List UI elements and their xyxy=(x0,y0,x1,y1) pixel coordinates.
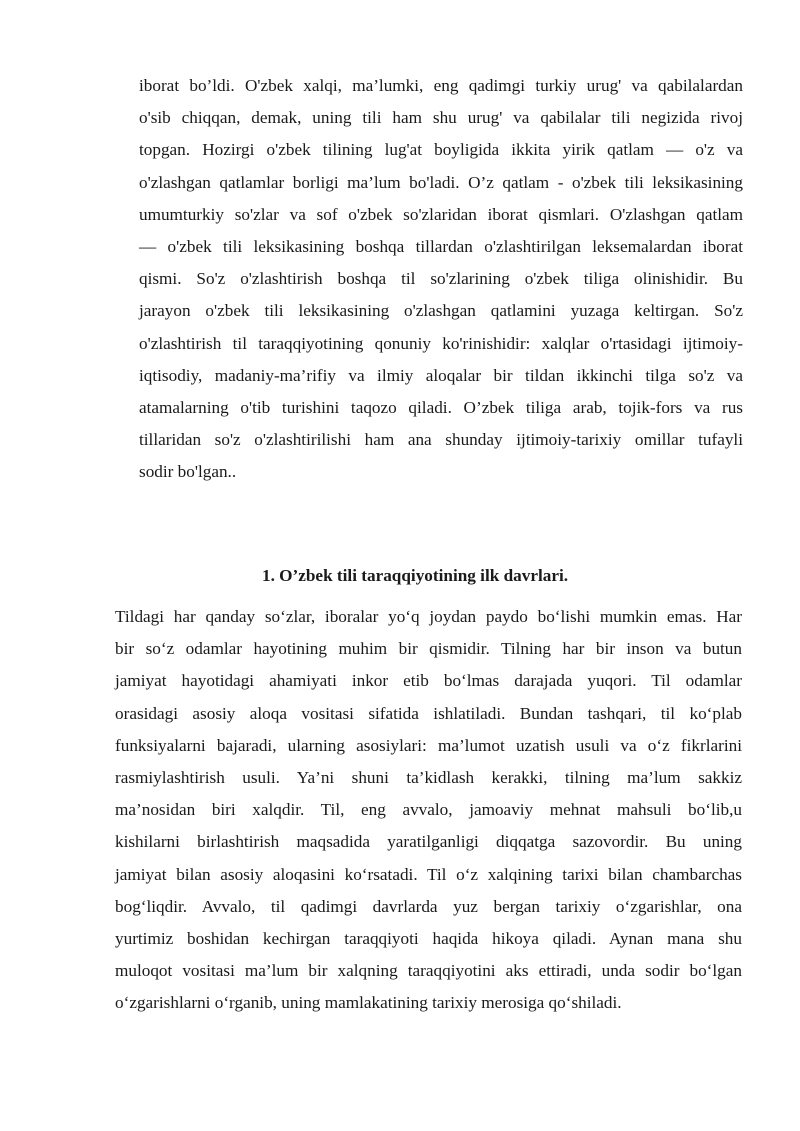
paragraph-line: jarayon o'zbek tili leksikasining o'zlashgan qatlamini yuzaga keltirgan. So'z xyxy=(139,301,743,321)
paragraph-line: tillaridan so'z o'zlashtirilishi ham ana shunday ijtimoiy-tarixiy omillar tufayli xyxy=(139,430,743,450)
paragraph-line: umumturkiy so'zlar va sof o'zbek so'zlaridan iborat qismlari. O'zlashgan qatlam xyxy=(139,204,743,224)
paragraph-line: kishilarni birlashtirish maqsadida yaratilganligi diqqatga sazovordir. Bu uning xyxy=(115,832,742,852)
paragraph-line: qismi. So'z o'zlashtirish boshqa til so'zlarining o'zbek tiliga olinishidir. Bu xyxy=(139,269,743,289)
paragraph-line: orasidagi asosiy aloqa vositasi sifatida ishlatiladi. Bundan tashqari, til ko‘plab xyxy=(115,703,742,723)
paragraph-line: rasmiylashtirish usuli. Ya’ni shuni ta’kidlash kerakki, tilning ma’lum sakkiz xyxy=(115,767,742,787)
paragraph-line: bir so‘z odamlar hayotining muhim bir qismidir. Tilning har bir inson va butun xyxy=(115,639,742,659)
paragraph-line: o'zlashtirish til taraqqiyotining qonuniy ko'rinishidir: xalqlar o'rtasidagi ijtimoiy- xyxy=(139,333,743,353)
intro-paragraph xyxy=(139,70,743,488)
paragraph-line: ma’nosidan biri xalqdir. Til, eng avvalo, jamoaviy mehnat mahsuli bo‘lib,u xyxy=(115,800,742,820)
paragraph-line: topgan. Hozirgi o'zbek tilining lug'at boyligida ikkita yirik qatlam — o'z va xyxy=(139,140,743,160)
paragraph-line: Tildagi har qanday so‘zlar, iboralar yo‘q joydan paydo bo‘lishi mumkin emas. Har xyxy=(115,607,742,626)
paragraph-line: jamiyat bilan asosiy aloqasini ko‘rsatadi. Til o‘z xalqining tarixi bilan chambarchas xyxy=(115,864,742,884)
paragraph-line: jamiyat hayotidagi ahamiyati inkor etib bo‘lmas darajada yuqori. Til odamlar xyxy=(115,671,742,691)
paragraph-line: o'sib chiqqan, demak, uning tili ham shu urug' va qabilalar tili negizida rivoj xyxy=(139,108,743,128)
paragraph-line: muloqot vositasi ma’lum bir xalqning taraqqiyotini aks ettiradi, unda sodir bo‘lgan xyxy=(115,961,742,981)
paragraph-line: o‘zgarishlarni o‘rganib, uning mamlakatining tarixiy merosiga qo‘shiladi. xyxy=(115,993,622,1013)
paragraph-line: o'zlashgan qatlamlar borligi ma’lum bo'ladi. O’z qatlam - o'zbek tili leksikasining xyxy=(139,172,743,192)
paragraph-line: bog‘liqdir. Avvalo, til qadimgi davrlarda yuz bergan tarixiy o‘zgarishlar, ona xyxy=(115,896,742,916)
paragraph-line: sodir bo'lgan.. xyxy=(139,462,237,482)
paragraph-line: iqtisodiy, madaniy-ma’rifiy va ilmiy aloqalar bir tildan ikkinchi tilga so'z va xyxy=(139,365,743,385)
paragraph-line: yurtimiz boshidan kechirgan taraqqiyoti haqida hikoya qiladi. Aynan mana shu xyxy=(115,928,742,948)
paragraph-line: atamalarning o'tib turishini taqozo qiladi. O’zbek tiliga arab, tojik-fors va rus xyxy=(139,397,743,417)
paragraph-line: iborat bo’ldi. O'zbek xalqi, ma’lumki, eng qadimgi turkiy urug' va qabilalardan xyxy=(139,76,743,95)
section-paragraph xyxy=(115,601,742,1019)
paragraph-line: — o'zbek tili leksikasining boshqa tillardan o'zlashtirilgan leksemalardan iborat xyxy=(139,236,743,256)
paragraph-line: funksiyalarni bajaradi, ularning asosiylari: ma’lumot uzatish usuli va o‘z fikrlarini xyxy=(115,735,742,755)
section-heading: 1. O’zbek tili taraqqiyotining ilk davrlari. xyxy=(261,566,569,585)
